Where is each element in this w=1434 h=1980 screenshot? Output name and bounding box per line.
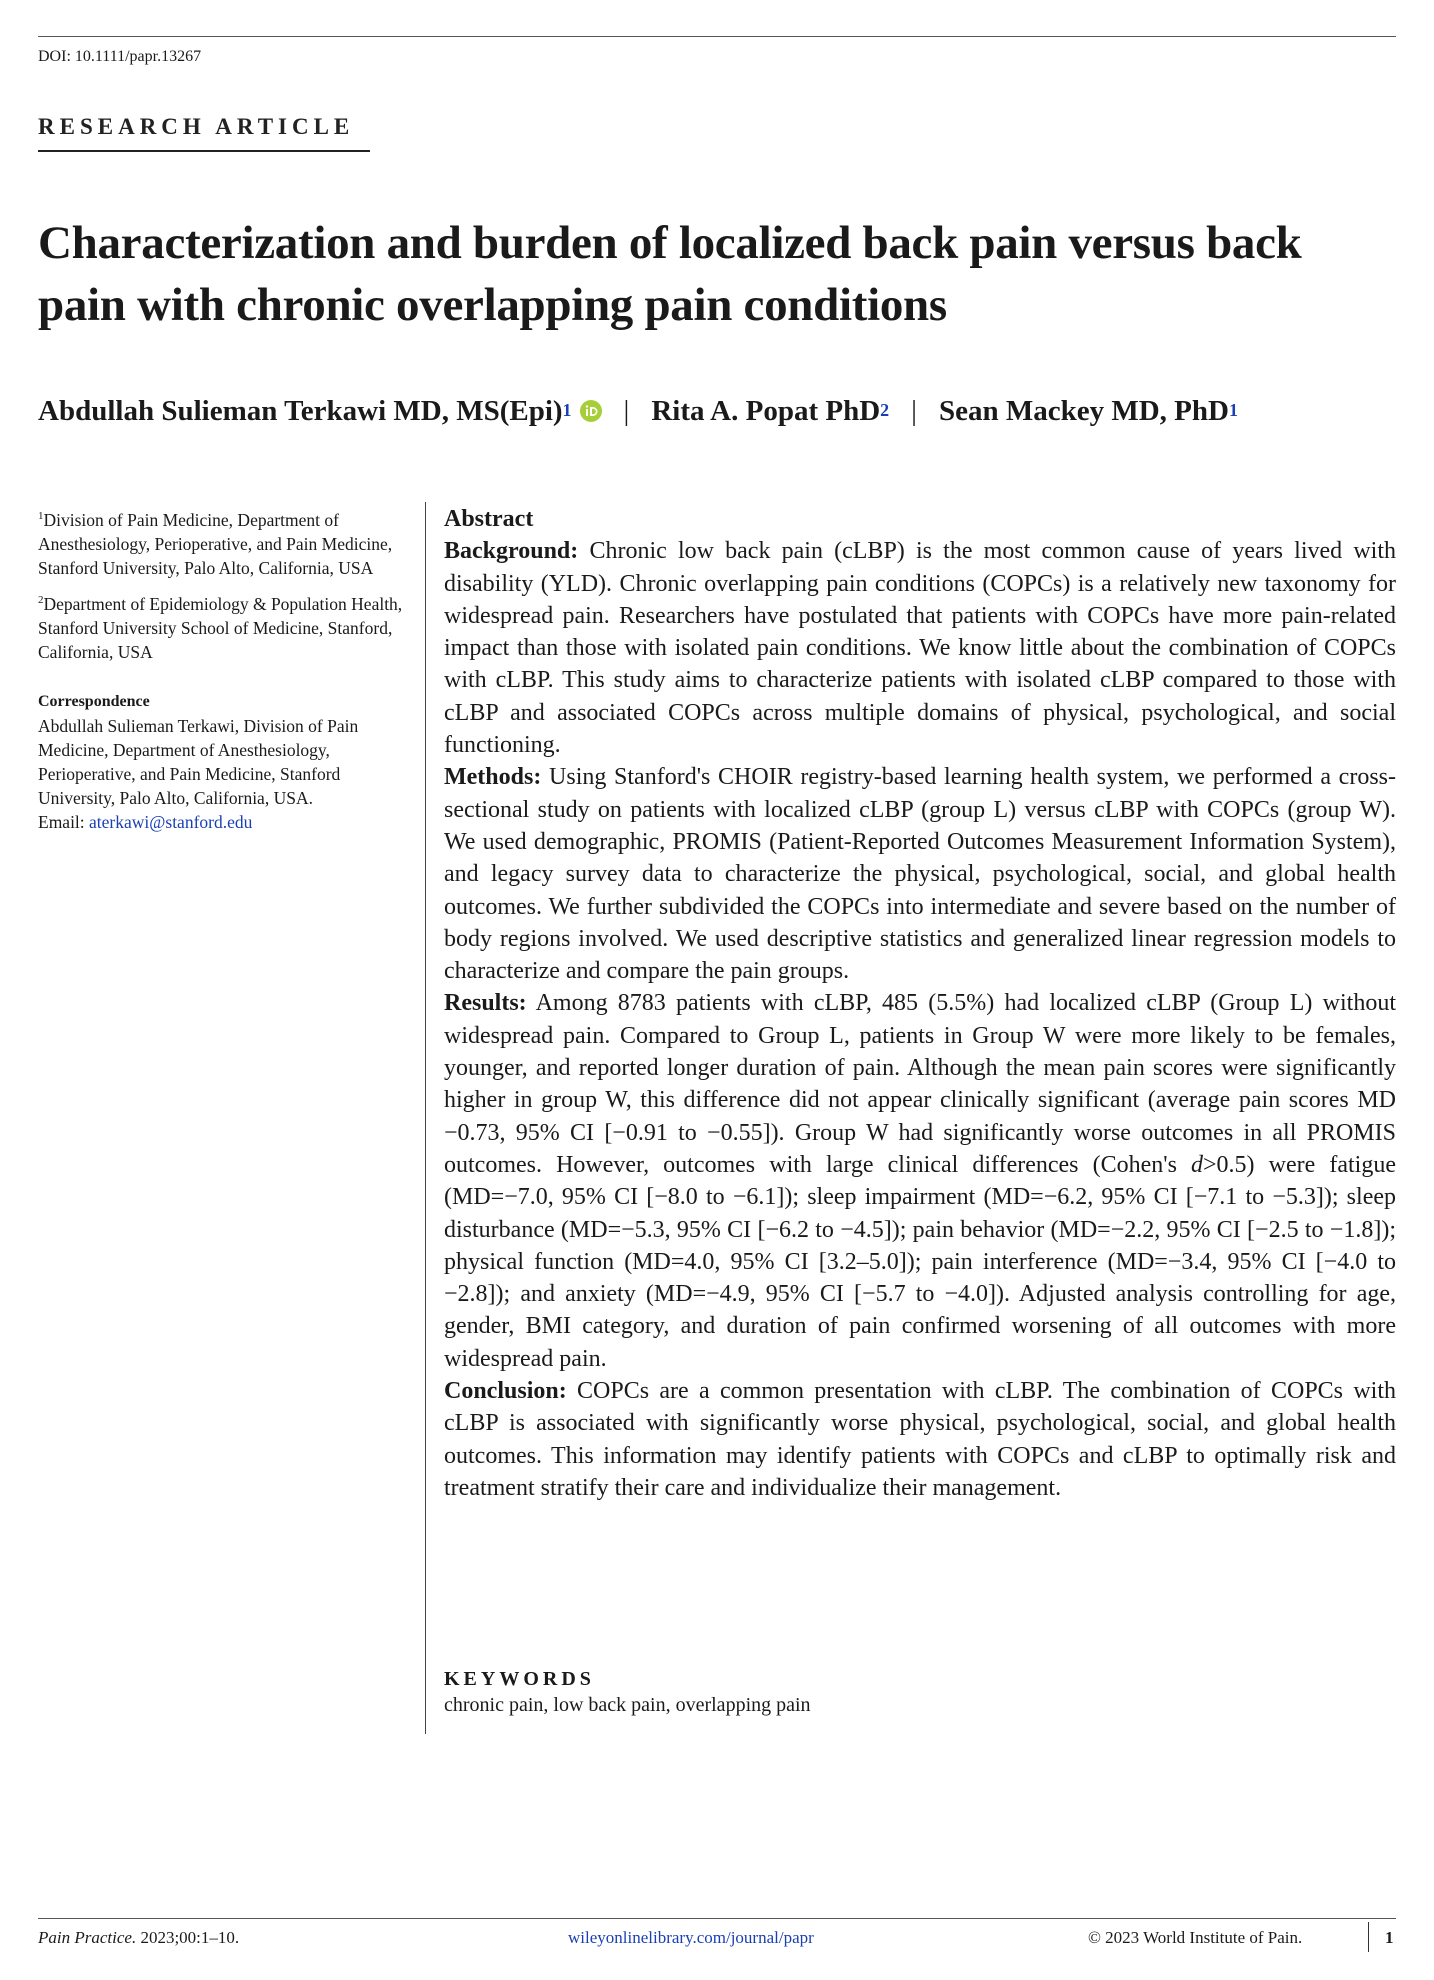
author-separator: |: [623, 395, 630, 427]
author-affiliation-link[interactable]: 2: [880, 400, 890, 420]
correspondence-text: Abdullah Sulieman Terkawi, Division of Pain Medicine, Department of Anesthesiology, Perioperative, and Pain Medicine, Stanford University, Palo Alto, California, USA.: [38, 715, 359, 808]
affiliation: [38, 588, 403, 664]
affiliation-text: Department of Epidemiology & Population Health, Stanford University School of Medicine, Stanford, California, USA: [38, 593, 403, 662]
abstract-heading: Abstract: [444, 506, 534, 532]
correspondence-heading: Correspondence: [38, 692, 150, 710]
results-text: Among 8783 patients with cLBP, 485 (5.5%) had localized cLBP (Group L) without widespread pain. Compared to Group L, patients in Group W were more likely to be females, younger, and reported longer duration of pain. Although the mean pain scores were significantly higher in group W, this difference did not appear clinically significant (average pain scores MD −0.73, 95% CI [−0.91 to −0.55]). Group W had significantly worse outcomes in all PROMIS outcomes. However, outcomes with large clinical differences (Cohen's: [444, 990, 1396, 1178]
author-affiliation-link[interactable]: 1: [1228, 400, 1238, 420]
conclusion-label: Conclusion:: [444, 1378, 567, 1405]
abstract-methods: [444, 761, 1396, 987]
article-type: RESEARCH ARTICLE: [38, 114, 355, 139]
footer-copyright: © 2023 World Institute of Pain.: [1088, 1928, 1303, 1947]
author-affiliation-link[interactable]: 1: [562, 400, 572, 420]
results-text-continued: >0.5) were fatigue (MD=−7.0, 95% CI [−8.0 to −6.1]); sleep impairment (MD=−6.2, 95% CI [−7.1 to −5.3]); sleep disturbance (MD=−5.3, 95% CI [−6.2 to −4.5]); pain behavior (MD=−2.2, 95% CI [−2.5 to −1.8]); physical function (MD=4.0, 95% CI [3.2–5.0]); pain interference (MD=−3.4, 95% CI [−4.0 to −2.8]); and anxiety (MD=−4.9, 95% CI [−5.7 to −4.0]). Adjusted analysis controlling for age, gender, BMI category, and duration of pain confirmed worsening of all outcomes with more widespread pain.: [444, 1151, 1396, 1372]
affiliation: [38, 504, 403, 580]
journal-name: Pain Practice.: [38, 1928, 137, 1947]
email-label: Email:: [38, 811, 90, 832]
footer-citation: [38, 1928, 239, 1948]
methods-text: Using Stanford's CHOIR registry-based learning health system, we performed a cross-sectional study on patients with localized cLBP (group L) versus cLBP with COPCs (group W). We used demographic, PROMIS (Patient-Reported Outcomes Measurement Information System), and legacy survey data to characterize the physical, psychological, social, and global health outcomes. We further subdivided the COPCs into intermediate and severe based on the number of body regions involved. We used descriptive statistics and generalized linear regression models to characterize and compare the pain groups.: [444, 764, 1396, 985]
results-cohens-d: d: [1191, 1151, 1204, 1178]
author-name: Sean Mackey MD, PhD: [938, 395, 1229, 427]
author-name: Abdullah Sulieman Terkawi MD, MS(Epi): [38, 395, 563, 427]
page-number: 1: [1385, 1928, 1394, 1947]
methods-label: Methods:: [444, 764, 542, 791]
affiliation-number: 2: [38, 593, 44, 606]
sidebar-info: [38, 504, 403, 834]
affiliation-text: Division of Pain Medicine, Department of Anesthesiology, Perioperative, and Pain Medicine, Stanford University, Palo Alto, California, USA: [38, 509, 393, 578]
abstract-background: [444, 535, 1396, 761]
author-list: [38, 395, 1398, 428]
correspondence-email: [38, 810, 403, 834]
article-title: Characterization and burden of localized back pain versus back pain with chronic overlapping pain conditions: [38, 217, 1302, 331]
background-label: Background:: [444, 538, 579, 565]
abstract-results: [444, 987, 1396, 1375]
top-rule: [38, 36, 1396, 37]
keywords-list: chronic pain, low back pain, overlapping pain: [444, 1694, 811, 1716]
abstract-conclusion: [444, 1375, 1396, 1504]
abstract: [444, 503, 1396, 1504]
footer-journal-link[interactable]: wileyonlinelibrary.com/journal/papr: [568, 1928, 814, 1947]
column-divider: [425, 502, 426, 1734]
conclusion-text: COPCs are a common presentation with cLBP. The combination of COPCs with cLBP is associated with significantly worse physical, psychological, social, and global health outcomes. This information may identify patients with COPCs and cLBP to optimally risk and treatment stratify their care and individualize their management.: [444, 1378, 1397, 1501]
author-separator: |: [911, 395, 917, 427]
background-text: Chronic low back pain (cLBP) is the most common cause of years lived with disability (YLD). Chronic overlapping pain conditions (COPCs) is a relatively new taxonomy for widespread pain. Researchers have postulated that patients with COPCs have more pain-related impact than those with isolated pain conditions. We know little about the combination of COPCs with cLBP. This study aims to characterize patients with isolated cLBP compared to those with cLBP and associated COPCs across multiple domains of physical, psychological, and social functioning.: [444, 538, 1397, 759]
author-name: Rita A. Popat PhD: [651, 395, 881, 427]
affiliation-number: 1: [38, 510, 44, 522]
doi[interactable]: DOI: 10.1111/papr.13267: [38, 48, 202, 65]
keywords-heading: KEYWORDS: [444, 1668, 595, 1690]
article-type-underline: [38, 150, 370, 152]
footer-divider: [1368, 1922, 1369, 1952]
results-label: Results:: [444, 990, 527, 1017]
footer-rule: [38, 1918, 1396, 1919]
email-link[interactable]: aterkawi@stanford.edu: [89, 811, 253, 832]
citation-text: 2023;00:1–10.: [136, 1928, 240, 1947]
orcid-icon[interactable]: [580, 400, 602, 422]
